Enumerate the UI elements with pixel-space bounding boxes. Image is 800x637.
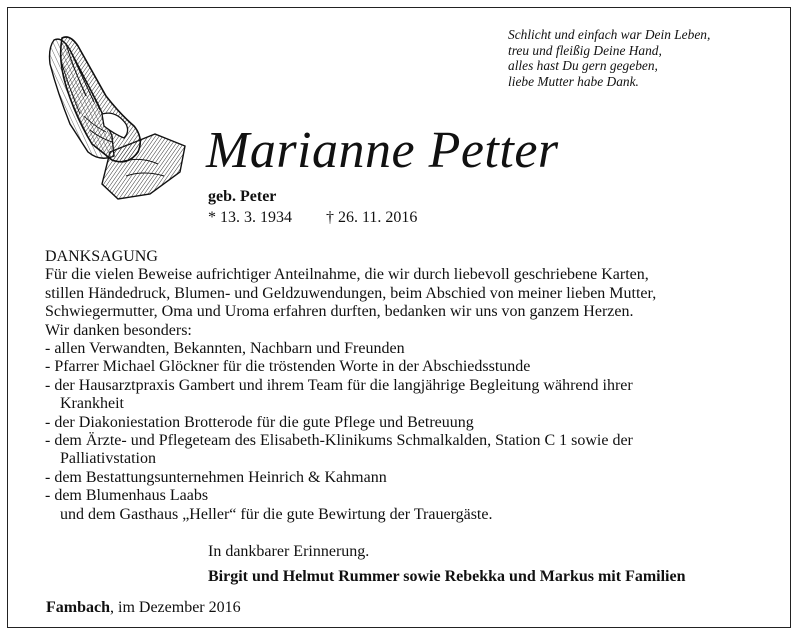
thanks-item: - der Diakoniestation Brotterode für die gute Pflege und Betreuung <box>45 413 474 431</box>
death-date: † 26. 11. 2016 <box>326 209 418 226</box>
signature-family: Birgit und Helmut Rummer sowie Rebekka und Markus mit Familien <box>208 568 686 585</box>
body-line: stillen Händedruck, Blumen- und Geldzuwendungen, beim Abschied von meiner lieben Mutter, <box>45 284 657 302</box>
thanks-item: - Pfarrer Michael Glöckner für die tröstenden Worte in der Abschiedsstunde <box>45 358 531 376</box>
place-date-text: , im Dezember 2016 <box>110 599 241 616</box>
closing-line: und dem Gasthaus „Heller“ für die gute Bewirtung der Trauergäste. <box>60 505 493 523</box>
thanks-item: - der Hausarztpraxis Gambert und ihrem Team für die langjährige Begleitung während ihrer <box>45 376 633 394</box>
deceased-name: Marianne Petter <box>206 122 559 179</box>
memorial-poem <box>508 27 710 89</box>
place-date <box>46 598 241 618</box>
birth-date: * 13. 3. 1934 <box>208 209 292 226</box>
notice-heading: DANKSAGUNG <box>45 248 158 265</box>
thanks-item: - dem Ärzte- und Pflegeteam des Elisabeth-Klinikums Schmalkalden, Station C 1 sowie der <box>45 432 633 450</box>
life-dates <box>208 208 417 228</box>
poem-line: treu und fleißig Deine Hand, <box>508 42 662 58</box>
poem-line: Schlicht und einfach war Dein Leben, <box>508 27 711 42</box>
poem-line: liebe Mutter habe Dank. <box>508 73 639 89</box>
thanks-item-continuation: Palliativstation <box>60 450 156 468</box>
signature-block <box>208 542 686 587</box>
thanks-item: - allen Verwandten, Bekannten, Nachbarn und Freunden <box>45 340 405 358</box>
thanks-item-continuation: Krankheit <box>60 395 124 413</box>
body-line: Wir danken besonders: <box>45 321 192 339</box>
body-line: Schwiegermutter, Oma und Uroma erfahren durften, bedanken wir uns von ganzem Herzen. <box>45 303 634 321</box>
birth-name: geb. Peter <box>208 188 277 205</box>
thanks-item: - dem Blumenhaus Laabs <box>45 487 209 505</box>
notice-body <box>45 248 785 524</box>
poem-line: alles hast Du gern gegeben, <box>508 58 658 74</box>
praying-hands-icon <box>40 34 190 202</box>
thanks-item: - dem Bestattungsunternehmen Heinrich & Kahmann <box>45 468 387 486</box>
place-town: Fambach <box>46 599 110 616</box>
signature-intro: In dankbarer Erinnerung. <box>208 543 370 560</box>
body-line: Für die vielen Beweise aufrichtiger Anteilnahme, die wir durch liebevoll geschriebene Karten, <box>45 266 649 284</box>
